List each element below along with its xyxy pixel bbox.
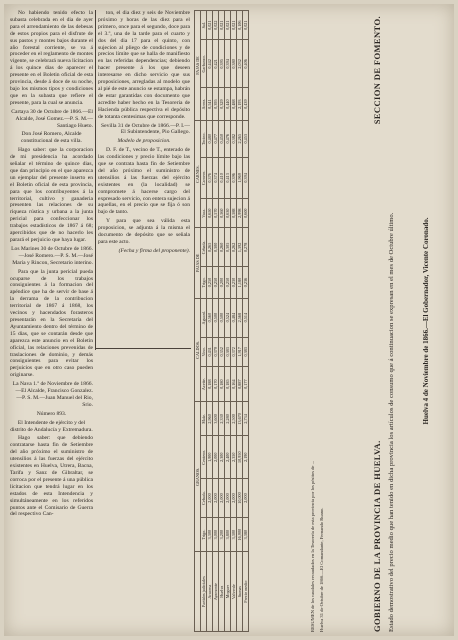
table-cell: 2,000 [213, 436, 219, 478]
table-cell: 0,382 [231, 120, 237, 157]
table-cell: 2,265 [237, 120, 243, 157]
table-row [219, 11, 225, 632]
table-cell: 0,431 [207, 337, 213, 366]
model-heading: Modelo de proposicion. [117, 138, 171, 145]
header-cell: Trigo. [201, 267, 207, 298]
column-middle [98, 10, 190, 352]
table-cell: 10,000 [237, 478, 243, 517]
signature-cartaya: Cartaya 30 de Octubre de 1866.—El Alcalde, José Gomez.—P. S. M.—Santiago Hueto. [11, 108, 93, 129]
notice-cartaya: No habiendo tenido efecto la subasta celebrada en el dia de ayer para el arrendamiento de las debesas de estos propios para el disfrute de sus pastos y montes bajos durante el año forestal corriente, se va á proceder en el reglamento de montes vigente, se celebrará nueva licitacion á los quince dias de aparecer el presente en el Boletin oficial de esta provincia, desde á doce de su noche, bajo los mismos tipos y condiciones que en la subasta que refiere el presente, para la cual se anuncia. [10, 10, 93, 106]
table-row [207, 11, 213, 632]
table-cell: 3,380 [243, 518, 249, 552]
table-row [243, 11, 249, 632]
table-cell: 0,177 [243, 366, 249, 401]
table-cell: 0,410 [219, 157, 225, 198]
group-pajas-2: PAJAS DE [195, 11, 201, 121]
table-cell: 3,300 [207, 518, 213, 552]
table-cell: 2,734 [243, 402, 249, 436]
group-pajas: PAJAS DE [195, 228, 201, 298]
table-cell: 13,670 [237, 402, 243, 436]
header-cell: Arroz. [201, 88, 207, 121]
table-cell: 2,000 [207, 478, 213, 517]
intendente-heading: El Intendente de ejército y del distrito de Andalucía y Extremadura. [10, 419, 93, 433]
table-cell: 0,164 [231, 366, 237, 401]
table-cell: 0,380 [231, 40, 237, 88]
resumen-location: Huelva 31 de Octubre de 1866.—El Comandante, Fernando Ruano. [318, 507, 324, 632]
model-text: D. F. de T., vecino de T., enterado de las condiciones y precio límite bajo las que se contrata hasta fin de Setiembre del año próximo el suministro de utensilios á las fuerzas del ejército existentes en (la localidad) se compromete á hacerse cargo del expresado servicio, con entera sujecion á aquellas, en el precio que se fija ó son bajo de tanto. [98, 147, 190, 216]
table-cell: 0,300 [213, 228, 219, 267]
table-cell: 2,000 [231, 478, 237, 517]
table-cell: 0,560 [219, 199, 225, 228]
table-cell: 0,588 [231, 199, 237, 228]
model-signature: (Fecha y firma del proponente). [118, 247, 190, 254]
table-cell: 0,376 [207, 157, 213, 198]
table-cell: 1,900 [207, 436, 213, 478]
group-carnes: CARNES. [195, 120, 201, 227]
table-cell: 0,374 [213, 157, 219, 198]
table-cell: 0,383 [225, 337, 231, 366]
header-cell: Maíz. [201, 402, 207, 436]
table-cell: 1,969 [237, 157, 243, 198]
table-cell: 3,000 [213, 518, 219, 552]
row-label: Aracena [207, 552, 213, 632]
table-cell: 0,476 [225, 120, 231, 157]
table-cell: 3,600 [213, 402, 219, 436]
table-cell: 0,379 [213, 337, 219, 366]
row-label: Valverde [231, 552, 237, 632]
table-cell: 0,278 [243, 228, 249, 267]
table-cell: 0,021 [219, 11, 225, 40]
table-cell: 3,300 [231, 518, 237, 552]
row-label: Moguer [225, 552, 231, 632]
table-cell: 0,021 [225, 11, 231, 40]
horizontal-divider [95, 348, 191, 349]
table-cell: 2,193 [237, 88, 243, 121]
header-cell: Cebada. [201, 478, 207, 517]
header-cell: Carnero. [201, 157, 207, 198]
table-cell: 0,650 [207, 199, 213, 228]
table-cell: 0,442 [207, 40, 213, 88]
table-cell: 0,395 [213, 88, 219, 121]
table-footer: Huelva 4 de Noviembre de 1866.—El Gobernador, Vicente Coronado. [422, 217, 430, 425]
table-cell: 3,200 [219, 518, 225, 552]
table-cell: 0,514 [243, 298, 249, 337]
table-cell: 0,500 [213, 298, 219, 337]
table-cell: 0,524 [225, 298, 231, 337]
model-validity: Y para que sea válida esta proposicion, se adjunta á la misma el documento de depósito que se señala para este acto. [98, 218, 190, 245]
table-cell: 3,800 [225, 518, 231, 552]
table-row [225, 11, 231, 632]
table-cell: 0,439 [243, 88, 249, 121]
table-cell: 0,021 [243, 11, 249, 40]
resumen-block [310, 10, 324, 632]
table-cell: 0,250 [225, 267, 231, 298]
header-cell: Aceite. [201, 366, 207, 401]
table-cell: 0,887 [237, 366, 243, 401]
table-cell: 0,200 [219, 267, 225, 298]
table-cell: 0,106 [237, 11, 243, 40]
notice-continuation: ton, el dia diez y seis de Noviembre próximo y horas de las diez para el primero, once para el segundo, doce para el 3.º, una de la tarde para el cuarto y dos del dia 17 para el quinto, con sujecion al pliego de condiciones y de precios límite que se halla de manifiesto en las referidas dependencias; debiendo hacer presente á los que deseen interesarse en dicho servicio que sus proposiciones, arregladas al modelo que al pié de este anuncio se estampa, habrán de estar garantidas con documento que acredite haber hecho en la Tesorería de Hacienda pública respectiva el depósito de totanta centesimas que corresponde. [98, 10, 190, 120]
table-cell: 2,000 [219, 478, 225, 517]
header-cell: Tocino. [201, 120, 207, 157]
table-cell: 0,570 [213, 199, 219, 228]
notice-number: Número 893. [36, 410, 67, 417]
table-cell: 2,000 [225, 478, 231, 517]
table-cell: 0,170 [213, 366, 219, 401]
header-cell: Aguard. [201, 298, 207, 337]
table-cell: 2,000 [243, 478, 249, 517]
price-table-body [207, 11, 249, 632]
table-cell: 0,396 [231, 157, 237, 198]
table-cell: 0,188 [207, 366, 213, 401]
notice-intendente: Hago saber: que debiendo contratarse hasta fin de Setiembre del año próximo el suministro de utensilios á las fuerzas del ejército existentes en Huelva, Utrera, Bacna, Tarifa y Sanz de Gibraltar, se corroca por el presente á una pública licitacion que tendrá lugar en los estados de esta Intendencia y simultáneamente en los referidos puntos ante el Comisario de Guerra del respectivo Can- [10, 435, 93, 518]
table-cell: 0,262 [231, 228, 237, 267]
table-cell: 0,305 [225, 228, 231, 267]
table-cell: 0,372 [231, 337, 237, 366]
row-label: Precio medio [243, 552, 249, 632]
table-cell: 0,180 [219, 366, 225, 401]
header-cell: Centeno. [201, 436, 207, 478]
table-row [237, 11, 243, 632]
table-cell: 0,383 [243, 337, 249, 366]
table-cell: 1,392 [237, 228, 243, 267]
table-cell: 0,021 [231, 11, 237, 40]
table-cell: 0,453 [243, 120, 249, 157]
row-label: Ayamonte [213, 552, 219, 632]
table-cell: 0,250 [207, 267, 213, 298]
column-divider [95, 10, 96, 350]
group-caldos: CALDOS. [195, 298, 201, 402]
table-row [213, 11, 219, 632]
table-cell: 0,250 [213, 267, 219, 298]
table-cell: 0,395 [219, 40, 225, 88]
table-cell: 0,185 [225, 366, 231, 401]
price-table-wrap [194, 10, 249, 632]
table-cell: 2,998 [237, 199, 243, 228]
notice-romero-heading: Don José Romero, Alcalde constitucional de esta villa. [21, 131, 82, 145]
signature-romero: Los Marines 30 de Octubre de 1866.—José Romero.—P. S. M.—José María y Rincon, Secretario interino. [11, 245, 93, 266]
header-cell: Vaca. [201, 199, 207, 228]
header-cell: Cebada. [201, 228, 207, 267]
rotated-table-block [192, 10, 448, 632]
table-cell: 0,541 [207, 88, 213, 121]
table-cell: 1,180 [237, 267, 243, 298]
notice-lanava: Para que la junta pericial pueda ocuparse de los trabajos consiguientes á la formacion del apéndice que ha de servir de base á la derrama de la contribucion territorial de 1867 á 1868, los vecinos y hacendados forasteros presentarán en la Secretaría del Ayuntamiento dentro del término de 15 dias, que se contarán desde que aparezca este anuncio en el Boletin oficial, las relaciones prevenidas de traslaciones de dominio, y demás consiguientes para evitar los perjuicios que en otro caso pueden originarse. [10, 268, 93, 379]
table-cell: 0,484 [231, 298, 237, 337]
table-row [231, 11, 237, 632]
table-cell: 0,230 [231, 267, 237, 298]
header-cell: Trigo. [201, 518, 207, 552]
table-cell: 0,329 [219, 88, 225, 121]
section-title: SECCION DE FOMENTO. [372, 16, 382, 125]
table-cell: 0,480 [207, 120, 213, 157]
table-cell: 0,022 [213, 11, 219, 40]
table-cell: 0,413 [225, 157, 231, 198]
header-cell: Partidos judiciales [201, 552, 207, 632]
table-cell: 2,280 [225, 402, 231, 436]
table-cell: 10,950 [237, 436, 243, 478]
table-cell: 0,421 [213, 40, 219, 88]
header-cell: Vino. [201, 337, 207, 366]
rotated-content [192, 10, 448, 632]
table-cell: 2,190 [243, 436, 249, 478]
table-title: GOBIERNO DE LA PROVINCIA DE HUELVA. [372, 440, 382, 632]
table-cell: 0,265 [207, 228, 213, 267]
notice-romero: Hago saber: que la corporacion de mi presidencia ha acordado señalar el término de quince dias, que dan principio en el que aparezca un ejemplar del presente inserto en el Boletin oficial de esta provincia, para que los contribuyentes á la territorial, cultivo y ganaderia presenten las relaciones de su riqueza rústica y urbana a la junta pericial para confeccionar los trabajos estadísticos de 1867 á 68; apercibidos que de no hacerlo les parará el perjuicio que haya lugar. [10, 147, 93, 243]
table-cell: 0,260 [219, 228, 225, 267]
table-cell: 0,450 [219, 120, 225, 157]
table-cell: 0,600 [243, 199, 249, 228]
newspaper-page [4, 4, 454, 636]
table-cell: 0,394 [225, 40, 231, 88]
table-cell: 0,236 [243, 267, 249, 298]
table-cell: 0,477 [213, 120, 219, 157]
row-label: Huelva [219, 552, 225, 632]
table-cell: 2,000 [213, 478, 219, 517]
table-cell: 0,440 [225, 88, 231, 121]
table-cell: 2,032 [237, 40, 243, 88]
table-cell: 1,917 [237, 337, 243, 366]
header-cell: Garbanzo. [201, 40, 207, 88]
table-cell: 0,560 [207, 298, 213, 337]
resumen-text: RESUMEN de los caudales recaudados en la Tesorería de esta provincia por los pósitos de ... [310, 460, 315, 632]
table-cell: 0,488 [231, 88, 237, 121]
signature-sevilla: Sevilla 31 de Octubre de 1866.—P. I.—El Subintendente, Pio Gallego. [100, 122, 190, 136]
table-cell: 2,500 [231, 402, 237, 436]
table-cell: 2,330 [219, 402, 225, 436]
table-cell: 0,352 [219, 337, 225, 366]
table-cell: 16,900 [237, 518, 243, 552]
signature-lanava: La Nava 1.º de Noviembre de 1866.—El Alcalde, Francisco Gonzalez.—P. S. M.—Juan Manuel del Rio, Srio. [12, 381, 93, 408]
table-cell: 2,350 [231, 436, 237, 478]
table-cell: 0,021 [207, 11, 213, 40]
table-cell: 2,400 [225, 436, 231, 478]
table-cell: 0,630 [225, 199, 231, 228]
table-cell: 0,500 [219, 298, 225, 337]
price-table [194, 10, 249, 632]
group-granos: GRANOS. [195, 402, 201, 552]
table-cell: 2,300 [219, 436, 225, 478]
row-label: Sumas [237, 552, 243, 632]
header-cell: Sal. [201, 11, 207, 40]
column-left [10, 10, 93, 632]
table-title-row [372, 10, 382, 632]
table-cell: 0,394 [243, 157, 249, 198]
table-cell: 2,960 [207, 402, 213, 436]
table-subtitle: Estado demostrativo del precio medio que han tenido en dicha provincia los artículos de consumo que á continuacion se expresan en el mes de Octubre último. [388, 212, 395, 632]
table-cell: 0,406 [243, 40, 249, 88]
table-cell: 2,568 [237, 298, 243, 337]
